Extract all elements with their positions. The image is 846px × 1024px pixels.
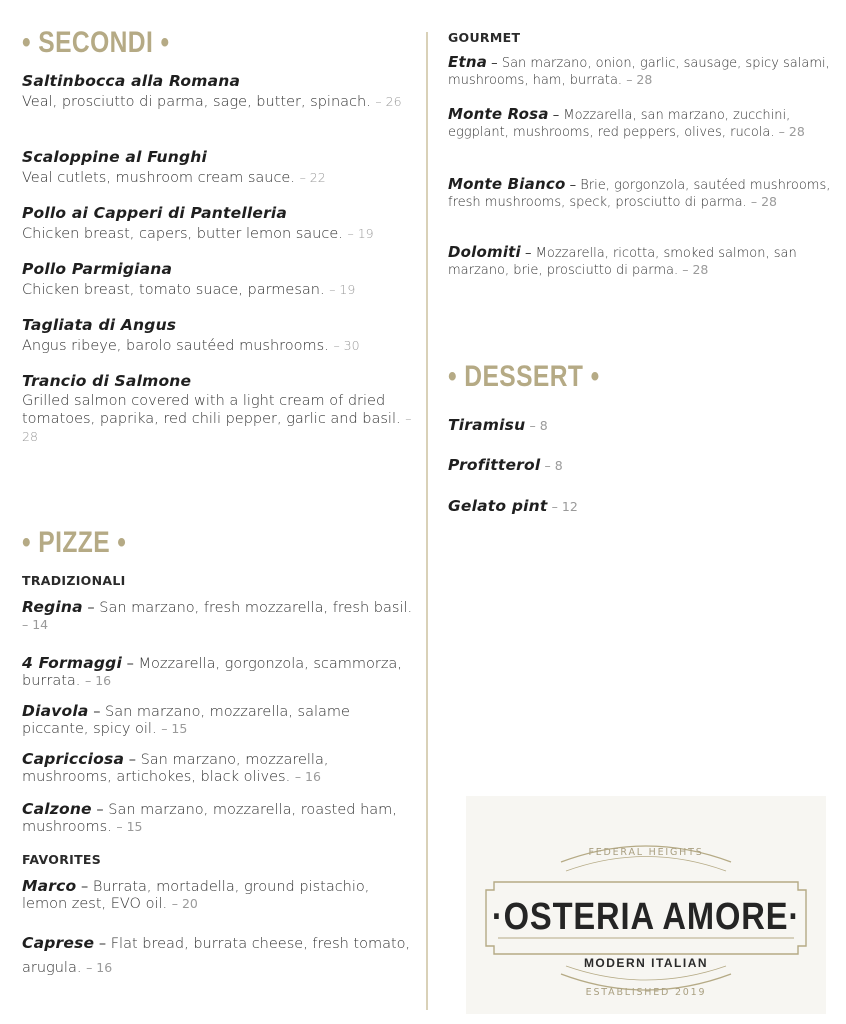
item-name: Tagliata di Angus — [22, 316, 177, 334]
menu-item: Marco – Burrata, mortadella, ground pistachio, lemon zest, EVO oil. – 20 — [22, 877, 370, 912]
item-price: – 28 — [626, 72, 653, 87]
item-name: Monte Rosa — [448, 105, 549, 123]
tradizionali-label: TRADIZIONALI — [22, 573, 126, 588]
item-name: Dolomiti — [448, 243, 521, 261]
menu-item: Regina – San marzano, fresh mozzarella, fresh basil. – 14 — [22, 598, 413, 632]
menu-item — [22, 260, 414, 299]
item-name: Scaloppine al Funghi — [22, 148, 208, 166]
item-name: Regina — [22, 598, 83, 616]
menu-item: Dolomiti – Mozzarella, ricotta, smoked salmon, san marzano, brie, prosciutto di parma. – 28 — [448, 243, 797, 278]
item-price: – 30 — [333, 338, 360, 353]
item-desc: Chicken breast, capers, butter lemon sauce. — [22, 226, 343, 242]
item-desc: Mozzarella, gorgonzola, scammorza, burrata. — [22, 656, 402, 689]
item-desc: Mozzarella, san marzano, zucchini, eggplant, mushrooms, red peppers, olives, rucola. — [448, 108, 791, 140]
gourmet-label: GOURMET — [448, 30, 521, 45]
menu-item: Etna – San marzano, onion, garlic, sausage, spicy salami, mushrooms, ham, burrata. – 28 — [448, 53, 830, 88]
item-desc: Mozzarella, ricotta, smoked salmon, san marzano, brie, prosciutto di parma. — [448, 246, 797, 278]
item-price: – 22 — [299, 170, 326, 185]
item-desc: San marzano, onion, garlic, sausage, spicy salami, mushrooms, ham, burrata. — [448, 56, 830, 88]
pizze-heading: • PIZZE • — [22, 526, 127, 559]
menu-item — [22, 372, 414, 446]
item-price: – 26 — [375, 94, 402, 109]
menu-item — [448, 497, 833, 516]
item-price: – 19 — [347, 226, 374, 241]
item-name: Gelato pint — [448, 497, 548, 515]
item-desc: San marzano, fresh mozzarella, fresh basil. — [99, 600, 413, 616]
item-desc: Grilled salmon covered with a light cream of dried tomatoes, paprika, red chili pepper, garlic and basil. — [22, 393, 401, 427]
item-desc: Veal, prosciutto di parma, sage, butter, spinach. — [22, 94, 371, 110]
dessert-heading: • DESSERT • — [448, 360, 600, 393]
menu-item — [448, 416, 833, 435]
menu-item: Capricciosa – San marzano, mozzarella, mushrooms, artichokes, black olives. – 16 — [22, 750, 329, 785]
item-price: – 14 — [22, 617, 49, 632]
item-price: – 15 — [161, 721, 188, 736]
item-name: Saltinbocca alla Romana — [22, 72, 241, 90]
menu-item — [448, 456, 833, 475]
favorites-label: FAVORITES — [22, 852, 102, 867]
item-name: Capricciosa — [22, 750, 125, 768]
item-name: Pollo ai Capperi di Pantelleria — [22, 204, 288, 222]
item-desc: Brie, gorgonzola, sautéed mushrooms, fresh mushrooms, speck, prosciutto di parma. — [448, 178, 831, 210]
item-price: – 15 — [116, 819, 143, 834]
item-name: Tiramisu — [448, 416, 526, 434]
item-name: 4 Formaggi — [22, 654, 122, 672]
menu-item: Caprese – Flat bread, burrata cheese, fresh tomato, arugula. – 16 — [22, 934, 411, 976]
item-name: Pollo Parmigiana — [22, 260, 173, 278]
logo-bottom-text: ESTABLISHED 2019 — [585, 987, 707, 998]
item-price: – 28 — [778, 124, 805, 139]
menu-item: 4 Formaggi – Mozzarella, gorgonzola, scammorza, burrata. – 16 — [22, 654, 402, 689]
item-name: Profitterol — [448, 456, 541, 474]
menu-item: Monte Rosa – Mozzarella, san marzano, zucchini, eggplant, mushrooms, red peppers, olives, rucola. – 28 — [448, 105, 805, 140]
item-name: Calzone — [22, 800, 92, 818]
item-desc: Burrata, mortadella, ground pistachio, lemon zest, EVO oil. — [22, 879, 370, 912]
item-price: – 8 — [529, 418, 548, 433]
item-desc: Chicken breast, tomato suace, parmesan. — [22, 282, 325, 298]
item-price: – 20 — [171, 896, 198, 911]
logo-top-text: FEDERAL HEIGHTS — [588, 847, 704, 858]
item-name: Diavola — [22, 702, 89, 720]
item-desc: Angus ribeye, barolo sautéed mushrooms. — [22, 338, 329, 354]
column-divider — [426, 32, 428, 1010]
item-price: – 28 — [750, 194, 778, 209]
item-desc: San marzano, mozzarella, salame piccante, spicy oil. — [22, 704, 350, 737]
item-price: – 12 — [551, 499, 578, 514]
item-desc: Flat bread, burrata cheese, fresh tomato, arugula. — [22, 936, 411, 976]
item-name: Marco — [22, 877, 77, 895]
item-name: Caprese — [22, 934, 95, 952]
menu-item — [22, 316, 414, 355]
secondi-heading: • SECONDI • — [22, 26, 170, 59]
item-desc: San marzano, mozzarella, roasted ham, mushrooms. — [22, 802, 397, 835]
menu-item — [22, 72, 414, 111]
logo-subtitle: MODERN ITALIAN — [583, 956, 709, 970]
item-desc: Veal cutlets, mushroom cream sauce. — [22, 170, 295, 186]
item-price: – 16 — [85, 673, 112, 688]
menu-item: Monte Bianco – Brie, gorgonzola, sautéed mushrooms, fresh mushrooms, speck, prosciutto di parma. – 28 — [448, 175, 831, 210]
item-price: – 28 — [682, 262, 709, 277]
item-name: Trancio di Salmone — [22, 372, 192, 390]
menu-item: Diavola – San marzano, mozzarella, salame piccante, spicy oil. – 15 — [22, 702, 350, 737]
item-price: – 16 — [86, 960, 113, 975]
menu-item: Calzone – San marzano, mozzarella, roasted ham, mushrooms. – 15 — [22, 800, 397, 835]
menu-item — [22, 148, 414, 187]
menu-item — [22, 204, 414, 243]
item-price: – 28 — [22, 411, 412, 444]
restaurant-logo — [466, 796, 826, 1014]
item-price: – 16 — [294, 769, 321, 784]
item-name: Monte Bianco — [448, 175, 566, 193]
item-price: – 8 — [544, 458, 563, 473]
logo-title: ·OSTERIA AMORE· — [491, 896, 801, 938]
item-desc: San marzano, mozzarella, mushrooms, artichokes, black olives. — [22, 752, 329, 785]
item-name: Etna — [448, 53, 488, 71]
item-price: – 19 — [329, 282, 356, 297]
